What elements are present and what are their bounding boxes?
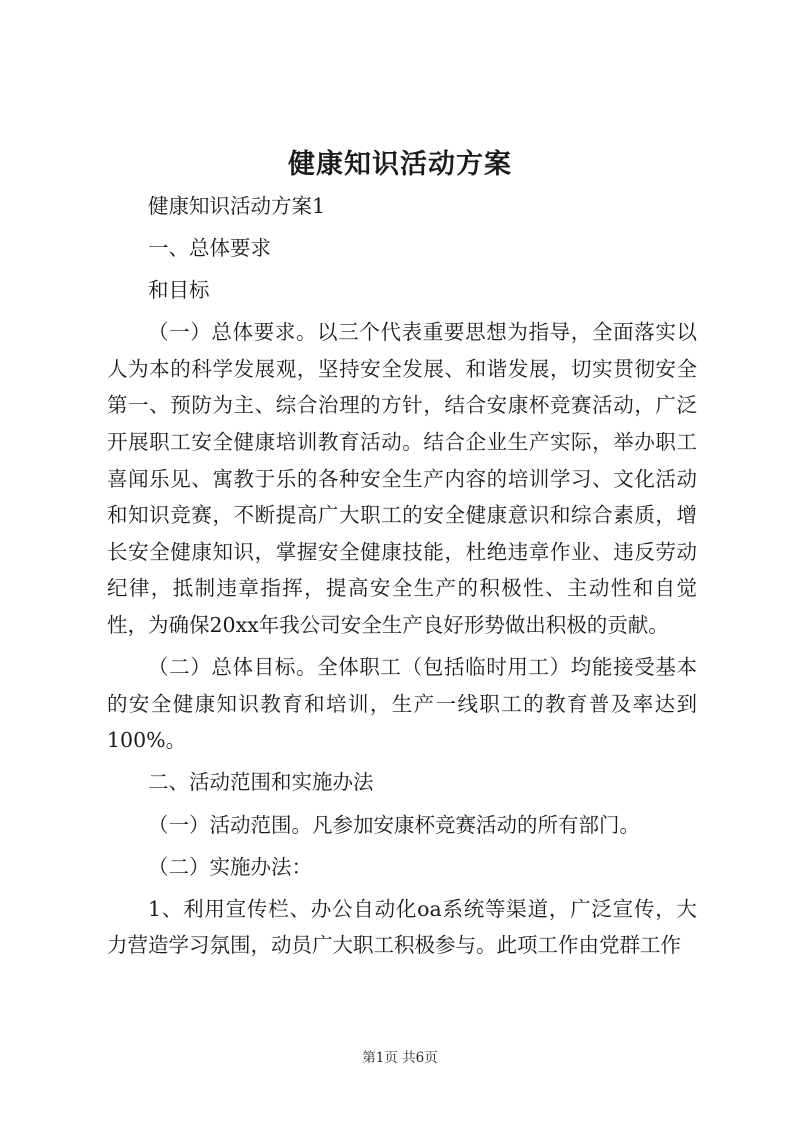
paragraph-subtitle: 健康知识活动方案1 — [148, 194, 326, 218]
document-body — [107, 188, 697, 969]
paragraph-section-heading: 二、活动范围和实施办法 — [148, 770, 374, 795]
paragraph-activity-scope: （一）活动范围。凡参加安康杯竞赛活动的所有部门。 — [148, 812, 640, 837]
document-title: 健康知识活动方案 — [288, 149, 512, 180]
paragraph-section-heading: 一、总体要求 — [148, 236, 271, 261]
paragraph-overall-goals: （二）总体目标。全体职工（包括临时用工）均能接受基本的安全健康知识教育和培训，生产一线职工的教育普及率达到100%。 — [107, 655, 697, 753]
paragraph-section-heading-cont: 和目标 — [148, 278, 210, 303]
paragraph-overall-requirements: （一）总体要求。以三个代表重要思想为指导，全面落实以人为本的科学发展观，坚持安全发展、和谐发展，切实贯彻安全第一、预防为主、综合治理的方针，结合安康杯竞赛活动，广泛开展职工安全健康培训教育活动。结合企业生产实际，举办职工喜闻乐见、寓教于乐的各种安全生产内容的培训学习、文化活动和知识竞赛，不断提高广大职工的安全健康意识和综合素质，增长安全健康知识，掌握安全健康技能，杜绝违章作业、违反劳动纪律，抵制违章指挥，提高安全生产的积极性、主动性和自觉性，为确保20xx年我公司安全生产良好形势做出积极的贡献。 — [107, 320, 697, 638]
paragraph-implementation-item-1: 1、利用宣传栏、办公自动化oa系统等渠道，广泛宣传，大力营造学习氛围，动员广大职工积极参与。此项工作由党群工作 — [107, 896, 697, 958]
paragraph-implementation-heading: （二）实施办法： — [148, 854, 312, 879]
page-footer: 第1页 共6页 — [362, 1050, 438, 1066]
